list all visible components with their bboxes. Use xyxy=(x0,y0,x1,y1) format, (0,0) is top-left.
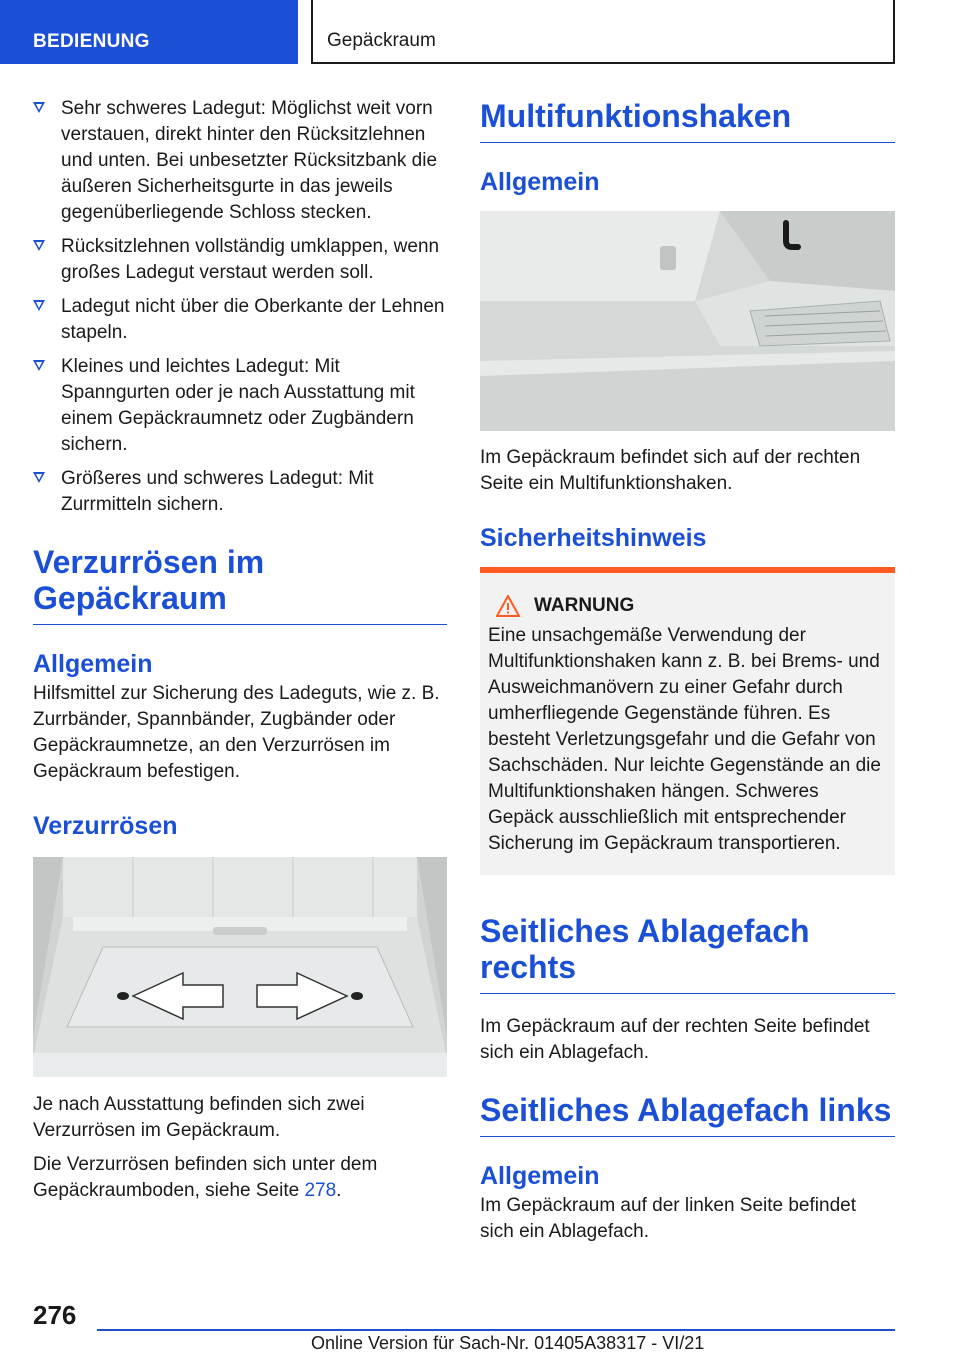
loading-tips-list xyxy=(33,96,447,518)
section-title-side-compartment-left: Seitliches Ablagefach links xyxy=(480,1092,895,1137)
triangle-bullet-icon xyxy=(33,102,45,113)
header-section-label: BEDIENUNG xyxy=(33,31,150,52)
side-right-paragraph: Im Gepäckraum auf der rechten Seite befindet sich ein Ablagefach. xyxy=(480,1016,870,1063)
trunk-floor-illustration xyxy=(33,857,447,1077)
subheading-safety-notice: Sicherheitshinweis xyxy=(480,524,707,552)
multifunction-hook-photo xyxy=(480,211,895,431)
luggage-compartment-photo xyxy=(33,857,447,1077)
eyelets-paragraph-2: Die Verzurrösen befinden sich unter dem Gepäckraumboden, siehe Seite 278. xyxy=(33,1154,378,1201)
footer-divider xyxy=(97,1329,895,1331)
list-item: Größeres und schweres Ladegut: Mit Zurrmitteln sichern. xyxy=(33,466,447,518)
page-number: 276 xyxy=(33,1300,77,1330)
warning-text: Eine unsachgemäße Verwendung der Multifunktionshaken kann z. B. bei Brems- und Ausweichmanövern zu einer Gefahr durch umherfliegende Gegenstände führen. Es besteht Verletzungsgefahr und die Gefahr von Sachschäden. Nur leichte Gegenstände an die Multifunktionshaken hängen. Schweres Gepäck ausschließlich mit entsprechender Sicherung im Gepäckraum transportieren. xyxy=(488,625,881,854)
trunk-side-illustration xyxy=(480,211,895,431)
triangle-bullet-icon xyxy=(33,240,45,251)
side-left-paragraph: Im Gepäckraum auf der linken Seite befindet sich ein Ablagefach. xyxy=(480,1195,856,1242)
header-section-tab xyxy=(0,0,298,64)
warning-triangle-icon xyxy=(496,595,520,617)
multifunction-hook-paragraph: Im Gepäckraum befindet sich auf der rechten Seite ein Multifunktionshaken. xyxy=(480,447,861,494)
triangle-bullet-icon xyxy=(33,300,45,311)
triangle-bullet-icon xyxy=(33,472,45,483)
header-chapter-box xyxy=(311,0,895,64)
list-item: Ladegut nicht über die Oberkante der Lehnen stapeln. xyxy=(33,294,447,346)
section-title-multifunction-hook: Multifunktionshaken xyxy=(480,98,895,143)
subheading-lashing-eyes: Verzurrösen xyxy=(33,812,178,840)
subheading-general: Allgemein xyxy=(480,168,600,196)
eyelets-paragraph-1: Je nach Ausstattung befinden sich zwei Verzurrösen im Gepäckraum. xyxy=(33,1094,365,1141)
footer-online-version: Online Version für Sach-Nr. 01405A38317 - VI/21 xyxy=(311,1333,705,1353)
left-column xyxy=(33,96,447,1204)
general-paragraph: Hilfsmittel zur Sicherung des Ladeguts, wie z. B. Zurrbänder, Spannbänder, Zugbänder oder Gepäckraumnetze, an den Verzurrösen im Gepäckraum befestigen. xyxy=(33,683,440,782)
warning-title: WARNUNG xyxy=(534,595,635,616)
list-item: Sehr schweres Ladegut: Möglichst weit vorn verstauen, direkt hinter den Rücksitzlehnen und unten. Bei unbesetzter Rücksitzbank die äußeren Sicherheitsgurte in das jeweils gegenüberliegende Schloss stecken. xyxy=(33,96,447,226)
list-item: Rücksitzlehnen vollständig umklappen, wenn großes Ladegut verstaut werden soll. xyxy=(33,234,447,286)
list-item: Kleines und leichtes Ladegut: Mit Spanngurten oder je nach Ausstattung mit einem Gepäckraumnetz oder Zugbändern sichern. xyxy=(33,354,447,458)
section-title-side-compartment-right: Seitliches Ablagefach rechts xyxy=(480,913,895,994)
right-column xyxy=(480,98,895,1245)
triangle-bullet-icon xyxy=(33,360,45,371)
page-reference-link[interactable]: 278 xyxy=(304,1180,337,1201)
subheading-general: Allgemein xyxy=(33,650,153,678)
warning-box xyxy=(480,567,895,875)
subheading-general: Allgemein xyxy=(480,1162,600,1190)
header-chapter-label: Gepäckraum xyxy=(327,30,436,51)
section-title-lashing-eyes: Verzurrösen im Gepäckraum xyxy=(33,544,447,625)
warning-header xyxy=(496,595,887,617)
